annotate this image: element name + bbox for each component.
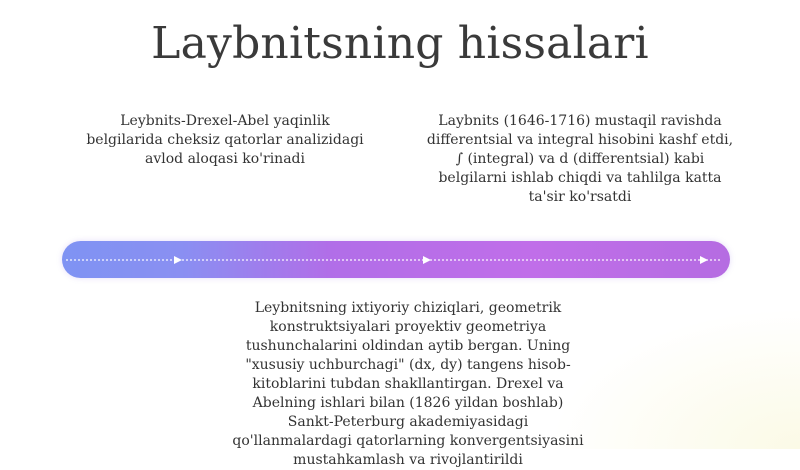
text-line: Leybnits-Drexel-Abel yaqinlik (120, 113, 330, 129)
left-text-block (80, 112, 370, 169)
text-line: belgilarida cheksiz qatorlar analizidagi (86, 132, 364, 148)
arrow-right-icon (423, 256, 431, 264)
text-line: kitoblarini tubdan shakllantirgan. Drexel va (252, 376, 564, 392)
text-line: ta'sir ko'rsatdi (528, 189, 632, 205)
text-line: avlod aloqasi ko'rinadi (145, 151, 305, 167)
text-line: "xususiy uchburchagi" (dx, dy) tangens hisob- (245, 357, 571, 373)
right-text-block (410, 112, 750, 207)
text-line: differentsial va integral hisobini kashf etdi, (426, 132, 734, 148)
slide-title: Laybnitsning hissalari (151, 18, 649, 69)
text-line: Leybnitsning ixtiyoriy chiziqlari, geometrik (254, 300, 562, 316)
text-line: Laybnits (1646-1716) mustaqil ravishda (438, 113, 722, 129)
text-line: mustahkamlash va rivojlantirildi (293, 452, 523, 468)
text-line: ∫ (integral) va d (differentsial) kabi (455, 151, 705, 167)
timeline-bar (62, 241, 730, 278)
arrow-right-icon (174, 256, 182, 264)
text-line: qo'llanmalardagi qatorlarning konvergentsiyasini (232, 433, 584, 449)
text-line: konstruktsiyalari proyektiv geometriya (269, 319, 547, 335)
text-line: Sankt-Peterburg akademiyasidagi (287, 414, 529, 430)
text-line: belgilarni ishlab chiqdi va tahlilga katta (438, 170, 722, 186)
text-line: Abelning ishlari bilan (1826 yildan boshlab) (252, 395, 564, 411)
text-line: tushunchalarini oldindan aytib bergan. Uning (245, 338, 571, 354)
timeline-arrows (62, 241, 730, 278)
bottom-text-block (218, 299, 598, 470)
arrow-right-icon (700, 256, 708, 264)
